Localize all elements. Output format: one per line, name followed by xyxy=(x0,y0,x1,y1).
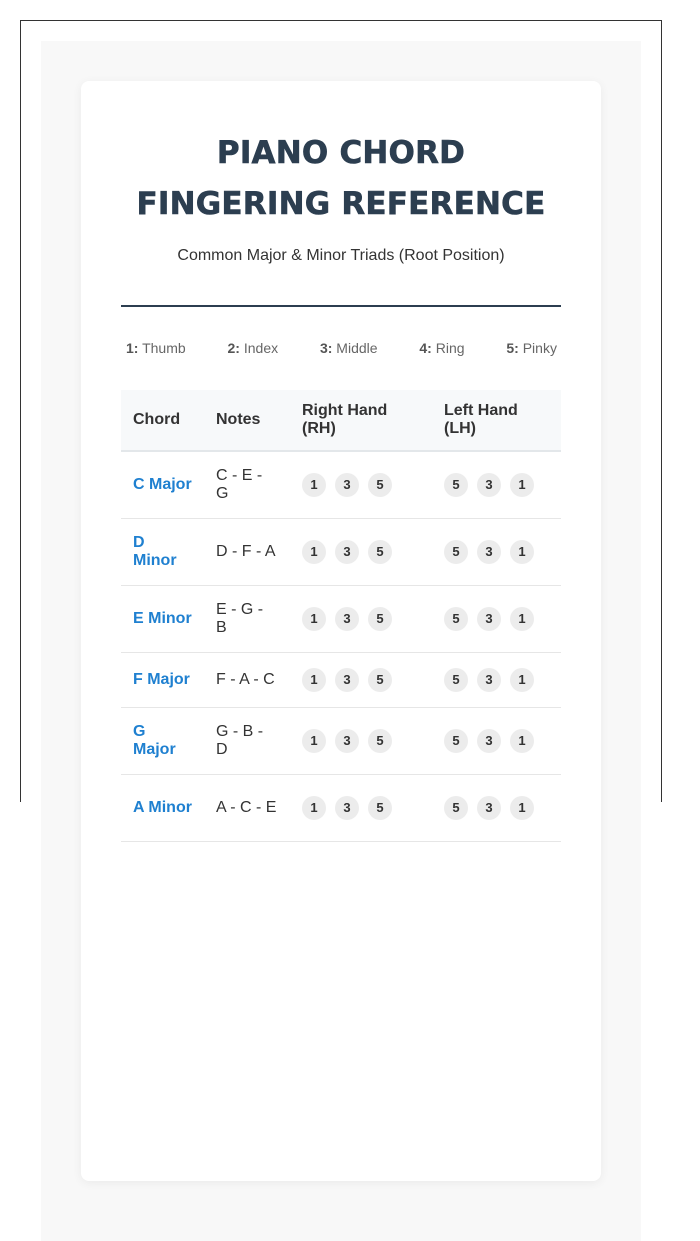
finger-badge: 1 xyxy=(510,729,534,753)
legend-item-ring xyxy=(419,339,464,357)
legend-label: Index xyxy=(243,340,279,356)
finger-badge: 1 xyxy=(510,796,534,820)
title-line-1: PIANO CHORD xyxy=(216,135,466,171)
right-hand-fingering xyxy=(302,540,420,564)
left-hand-fingering xyxy=(444,607,549,631)
finger-badge: 3 xyxy=(335,668,359,692)
left-hand-fingering xyxy=(444,473,549,497)
chord-name-link[interactable]: C Major xyxy=(133,475,192,493)
legend-number: 4: xyxy=(419,340,432,356)
chord-table xyxy=(121,390,561,842)
finger-badge: 3 xyxy=(477,540,501,564)
right-hand-fingering xyxy=(302,729,420,753)
legend-item-middle xyxy=(320,339,378,357)
finger-badge: 5 xyxy=(444,473,468,497)
finger-badge: 5 xyxy=(368,607,392,631)
chord-notes: E - G - B xyxy=(204,585,290,652)
finger-badge: 5 xyxy=(368,796,392,820)
right-hand-fingering xyxy=(302,473,420,497)
legend-number: 2: xyxy=(227,340,240,356)
chord-notes: G - B - D xyxy=(204,707,290,774)
finger-badge: 1 xyxy=(302,540,326,564)
chord-name-link[interactable]: G Major xyxy=(133,722,176,758)
chord-notes: F - A - C xyxy=(204,652,290,707)
right-hand-fingering xyxy=(302,796,420,820)
finger-badge: 5 xyxy=(368,540,392,564)
chord-notes: D - F - A xyxy=(204,518,290,585)
finger-badge: 1 xyxy=(302,729,326,753)
column-header-left-hand: Left Hand (LH) xyxy=(432,390,561,451)
finger-badge: 1 xyxy=(510,607,534,631)
chord-notes: C - E - G xyxy=(204,451,290,518)
right-hand-fingering xyxy=(302,607,420,631)
finger-badge: 1 xyxy=(302,668,326,692)
table-row xyxy=(121,774,561,841)
legend-item-pinky xyxy=(506,339,557,357)
table-row xyxy=(121,652,561,707)
finger-badge: 3 xyxy=(477,796,501,820)
finger-badge: 5 xyxy=(444,796,468,820)
finger-badge: 5 xyxy=(444,540,468,564)
reference-card xyxy=(81,81,601,1181)
finger-badge: 1 xyxy=(302,607,326,631)
table-row xyxy=(121,518,561,585)
legend-label: Pinky xyxy=(522,340,557,356)
finger-badge: 1 xyxy=(510,473,534,497)
chord-name-link[interactable]: E Minor xyxy=(133,609,192,627)
finger-badge: 3 xyxy=(477,607,501,631)
finger-badge: 3 xyxy=(477,729,501,753)
page-background xyxy=(41,41,641,1241)
legend-number: 1: xyxy=(126,340,139,356)
finger-badge: 3 xyxy=(477,668,501,692)
title-divider xyxy=(121,305,561,307)
table-row xyxy=(121,707,561,774)
finger-badge: 1 xyxy=(510,540,534,564)
title-line-2: FINGERING REFERENCE xyxy=(136,186,546,222)
table-header-row xyxy=(121,390,561,451)
left-hand-fingering xyxy=(444,796,549,820)
finger-legend xyxy=(121,339,561,357)
finger-badge: 5 xyxy=(368,668,392,692)
finger-badge: 5 xyxy=(444,729,468,753)
finger-badge: 5 xyxy=(368,473,392,497)
table-row xyxy=(121,451,561,518)
finger-badge: 5 xyxy=(368,729,392,753)
column-header-notes: Notes xyxy=(204,390,290,451)
legend-label: Middle xyxy=(336,340,378,356)
page-title xyxy=(121,128,561,230)
finger-badge: 3 xyxy=(477,473,501,497)
legend-label: Ring xyxy=(435,340,465,356)
chord-name-link[interactable]: A Minor xyxy=(133,798,192,816)
left-hand-fingering xyxy=(444,729,549,753)
legend-item-index xyxy=(228,339,279,357)
page-subtitle: Common Major & Minor Triads (Root Position) xyxy=(177,247,505,264)
table-row xyxy=(121,585,561,652)
finger-badge: 5 xyxy=(444,607,468,631)
chord-name-link[interactable]: D Minor xyxy=(133,533,177,569)
legend-label: Thumb xyxy=(142,340,186,356)
left-hand-fingering xyxy=(444,668,549,692)
finger-badge: 3 xyxy=(335,607,359,631)
viewport-frame[interactable] xyxy=(20,20,662,816)
finger-badge: 1 xyxy=(510,668,534,692)
legend-item-thumb xyxy=(126,339,186,357)
chord-notes: A - C - E xyxy=(204,774,290,841)
finger-badge: 1 xyxy=(302,473,326,497)
finger-badge: 3 xyxy=(335,473,359,497)
right-hand-fingering xyxy=(302,668,420,692)
legend-number: 3: xyxy=(319,340,333,356)
finger-badge: 5 xyxy=(444,668,468,692)
legend-number: 5: xyxy=(506,340,519,356)
finger-badge: 3 xyxy=(335,540,359,564)
finger-badge: 1 xyxy=(302,796,326,820)
left-hand-fingering xyxy=(444,540,549,564)
column-header-right-hand: Right Hand (RH) xyxy=(290,390,432,451)
column-header-chord: Chord xyxy=(121,390,204,451)
finger-badge: 3 xyxy=(335,729,359,753)
finger-badge: 3 xyxy=(335,796,359,820)
chord-name-link[interactable]: F Major xyxy=(133,670,190,688)
